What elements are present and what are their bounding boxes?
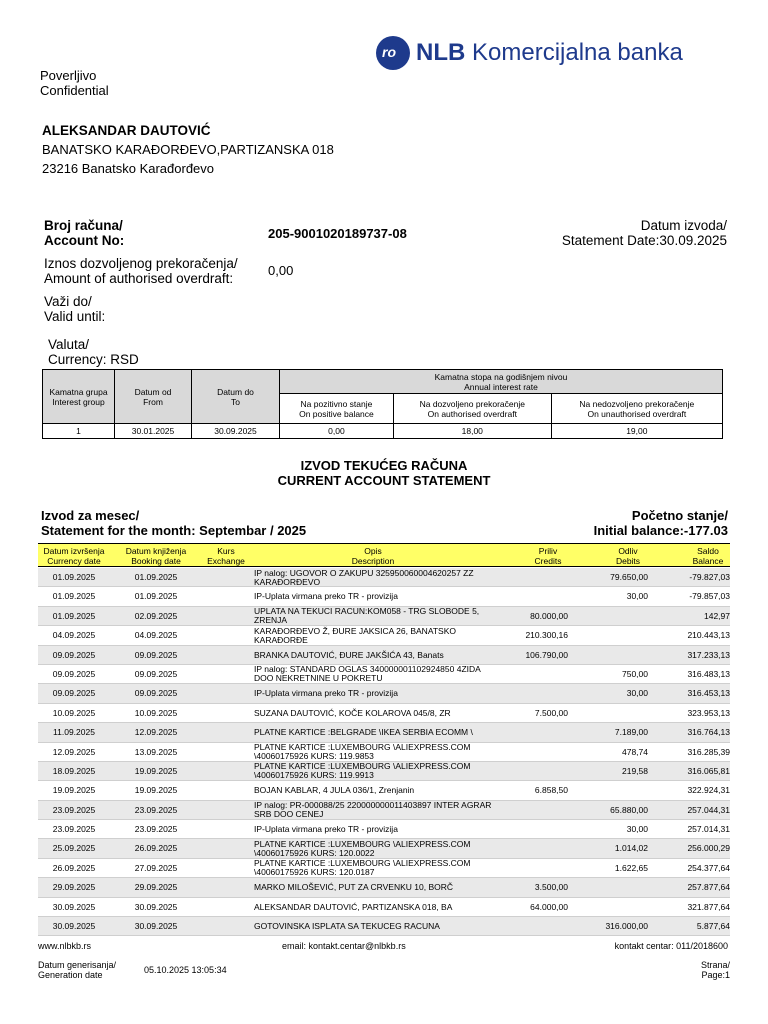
cell-description: PLATNE KARTICE :BELGRADE \IKEA SERBIA ECOMM \ (254, 727, 473, 738)
initial-balance: Početno stanje/ Initial balance:-177.03 (593, 508, 728, 538)
cell-description: ALEKSANDAR DAUTOVIĆ, PARTIZANSKA 018, BA (254, 901, 453, 912)
nlb-logo-icon: ro (376, 36, 410, 70)
cell-debits: 30,00 (626, 824, 648, 835)
rate-header-positive: Na pozitivno stanje On positive balance (280, 394, 394, 424)
cell-description: KARAĐORĐEVO Ž, ĐURE JAKSICA 26, BANATSKO KARAĐORĐE (254, 625, 457, 645)
cell-balance: -79.827,03 (689, 572, 730, 582)
rate-row (43, 424, 723, 439)
cell-credits (478, 684, 568, 703)
rate-header-unauthorised: Na nedozvoljeno prekoračenje On unauthorised overdraft (551, 394, 722, 424)
generation-date-label: Datum generisanja/ Generation date (38, 960, 117, 980)
cell-description: MARKO MILOŠEVIĆ, PUT ZA CRVENKU 10, BORČ (254, 882, 454, 893)
table-row (38, 626, 730, 645)
cell-booking-date: 26.09.2025 (134, 843, 178, 854)
cell-description: PLATNE KARTICE :LUXEMBOURG \ALIEXPRESS.COM \40060175926 KURS: 119.9913 (254, 761, 471, 781)
cell-booking-date: 23.09.2025 (134, 804, 178, 815)
cell-debits: 316.000,00 (605, 921, 648, 932)
cell-booking-date: 04.09.2025 (134, 630, 178, 641)
rate-cell-positive: 0,00 (280, 424, 394, 439)
cell-booking-date: 30.09.2025 (134, 921, 178, 932)
rate-header-to: Datum do To (192, 370, 280, 424)
interest-rate-table (42, 369, 723, 439)
cell-credits (478, 723, 568, 742)
cell-currency-date: 30.09.2025 (52, 921, 96, 932)
footer-contact: kontakt centar: 011/2018600 (614, 941, 728, 951)
account-number-label: Broj računa/ Account No: (44, 218, 125, 248)
table-row (38, 801, 730, 820)
cell-booking-date: 10.09.2025 (134, 707, 178, 718)
rate-cell-unauthorised: 19,00 (551, 424, 722, 439)
cell-debits (568, 898, 648, 917)
cell-credits (478, 839, 568, 858)
cell-description: BOJAN KABLAR, 4 JULA 036/1, Zrenjanin (254, 785, 415, 796)
cell-description: SUZANA DAUTOVIĆ, KOČE KOLAROVA 045/8, ZR (254, 707, 451, 718)
cell-balance: 5.877,64 (696, 921, 730, 932)
cell-description: BRANKA DAUTOVIĆ, ĐURE JAKŠIĆA 43, Banats (254, 649, 444, 660)
table-row (38, 898, 730, 917)
cell-currency-date: 11.09.2025 (53, 727, 95, 738)
cell-credits (478, 762, 568, 781)
rate-cell-group: 1 (43, 424, 115, 439)
statement-table-header (38, 543, 730, 567)
rate-cell-from: 30.01.2025 (115, 424, 192, 439)
cell-credits: 6.858,50 (534, 785, 568, 796)
cell-currency-date: 19.09.2025 (52, 785, 96, 796)
cell-credits (478, 587, 568, 606)
cell-booking-date: 01.09.2025 (134, 572, 178, 582)
cell-balance: -79.857,03 (689, 591, 730, 602)
cell-debits (568, 646, 648, 665)
cell-credits: 3.500,00 (534, 882, 568, 893)
cell-currency-date: 26.09.2025 (52, 862, 96, 873)
cell-booking-date: 13.09.2025 (134, 746, 178, 757)
cell-balance: 210.443,13 (687, 630, 730, 641)
col-description: Opis Description (351, 546, 395, 566)
cell-balance: 257.044,31 (687, 804, 730, 815)
cell-booking-date: 12.09.2025 (134, 727, 178, 738)
client-name: ALEKSANDAR DAUTOVIĆ (42, 123, 211, 138)
cell-currency-date: 01.09.2025 (52, 610, 96, 621)
table-row (38, 587, 730, 606)
cell-booking-date: 09.09.2025 (134, 688, 178, 699)
cell-currency-date: 18.09.2025 (52, 765, 96, 776)
cell-balance: 316.285,39 (687, 746, 730, 757)
cell-balance: 323.953,13 (687, 707, 730, 718)
cell-balance: 322.924,31 (687, 785, 730, 796)
confidential-label: Poverljivo Confidential (40, 68, 109, 98)
table-row (38, 781, 730, 800)
cell-balance: 316.065,81 (687, 765, 730, 776)
cell-debits: 79.650,00 (610, 572, 648, 582)
cell-debits: 219,58 (622, 765, 648, 776)
statement-date: Datum izvoda/ Statement Date:30.09.2025 (561, 218, 727, 248)
rate-cell-authorised: 18,00 (393, 424, 551, 439)
overdraft-value: 0,00 (268, 263, 294, 278)
cell-debits (568, 878, 648, 897)
cell-balance: 316.453,13 (687, 688, 730, 699)
cell-balance: 257.877,64 (687, 882, 730, 893)
cell-booking-date: 19.09.2025 (134, 765, 178, 776)
footer-email: email: kontakt.centar@nlbkb.rs (282, 941, 406, 951)
cell-booking-date: 19.09.2025 (134, 785, 178, 796)
cell-currency-date: 29.09.2025 (52, 882, 96, 893)
cell-currency-date: 30.09.2025 (52, 901, 96, 912)
col-exchange: Kurs Exchange (207, 546, 245, 566)
table-row (38, 839, 730, 858)
rate-header-annual: Kamatna stopa na godišnjem nivou Annual interest rate (280, 370, 723, 394)
cell-description: IP-Uplata virmana preko TR - provizija (254, 688, 398, 699)
table-row (38, 568, 730, 587)
cell-debits: 478,74 (622, 746, 648, 757)
cell-balance: 257.014,31 (687, 824, 730, 835)
cell-balance: 316.483,13 (687, 668, 730, 679)
col-debits: Odliv Debits (615, 546, 641, 566)
cell-currency-date: 25.09.2025 (52, 843, 96, 854)
overdraft-label: Iznos dozvoljenog prekoračenja/ Amount of authorised overdraft: (44, 256, 238, 286)
cell-debits: 65.880,00 (610, 804, 648, 815)
cell-currency-date: 01.09.2025 (52, 591, 96, 602)
cell-currency-date: 04.09.2025 (52, 630, 96, 641)
cell-description: IP nalog: PR-000088/25 220000000011403897 INTER AGRAR SRB DOO CENEJ (254, 800, 492, 820)
cell-booking-date: 29.09.2025 (134, 882, 178, 893)
cell-credits (478, 859, 568, 878)
cell-booking-date: 30.09.2025 (134, 901, 178, 912)
table-row (38, 859, 730, 878)
transactions-list (38, 568, 730, 936)
cell-description: IP-Uplata virmana preko TR - provizija (254, 824, 398, 835)
cell-credits (478, 568, 568, 587)
table-row (38, 878, 730, 897)
cell-debits: 1.622,65 (614, 862, 648, 873)
cell-description: PLATNE KARTICE :LUXEMBOURG \ALIEXPRESS.COM \40060175926 KURS: 120.0187 (254, 858, 471, 878)
cell-debits: 750,00 (622, 668, 648, 679)
cell-debits (568, 607, 648, 626)
cell-currency-date: 10.09.2025 (52, 707, 96, 718)
client-address-line2: 23216 Banatsko Karađorđevo (42, 161, 215, 176)
cell-description: GOTOVINSKA ISPLATA SA TEKUCEG RACUNA (254, 921, 440, 932)
cell-credits: 106.790,00 (525, 649, 568, 660)
cell-credits: 7.500,00 (534, 707, 568, 718)
page-number: Strana/ Page:1 (700, 960, 730, 980)
cell-description: UPLATA NA TEKUCI RACUN:KOM058 - TRG SLOBODE 5, ZRENJA (254, 606, 480, 626)
cell-credits: 64.000,00 (530, 901, 568, 912)
cell-balance: 321.877,64 (687, 901, 730, 912)
cell-balance: 316.764,13 (687, 727, 730, 738)
cell-debits: 7.189,00 (614, 727, 648, 738)
table-row (38, 607, 730, 626)
cell-booking-date: 09.09.2025 (134, 649, 178, 660)
cell-balance: 254.377,64 (687, 862, 730, 873)
cell-debits: 30,00 (626, 688, 648, 699)
cell-credits (478, 665, 568, 684)
account-number: 205-9001020189737-08 (268, 226, 407, 241)
table-row (38, 723, 730, 742)
cell-debits (568, 704, 648, 723)
cell-currency-date: 01.09.2025 (52, 572, 96, 582)
client-address-line1: BANATSKO KARAĐORĐEVO,PARTIZANSKA 018 (42, 142, 334, 157)
footer-website: www.nlbkb.rs (38, 941, 92, 951)
cell-debits (568, 781, 648, 800)
table-row (38, 665, 730, 684)
cell-booking-date: 09.09.2025 (134, 668, 178, 679)
table-row (38, 684, 730, 703)
rate-cell-to: 30.09.2025 (192, 424, 280, 439)
rate-header-from: Datum od From (115, 370, 192, 424)
cell-debits (568, 626, 648, 645)
rate-header-authorised: Na dozvoljeno prekoračenje On authorised overdraft (393, 394, 551, 424)
table-row (38, 820, 730, 839)
col-balance: Saldo Balance (692, 546, 724, 566)
cell-description: PLATNE KARTICE :LUXEMBOURG \ALIEXPRESS.COM \40060175926 KURS: 120.0022 (254, 838, 471, 858)
cell-currency-date: 09.09.2025 (52, 649, 96, 660)
cell-description: IP-Uplata virmana preko TR - provizija (254, 591, 398, 602)
bank-logo (376, 36, 683, 70)
cell-credits (478, 820, 568, 839)
table-row (38, 762, 730, 781)
cell-balance: 256.000,29 (687, 843, 730, 854)
cell-description: IP nalog: UGOVOR O ZAKUPU 325950060004620257 ZZ KARAĐORĐEVO (254, 567, 474, 587)
cell-booking-date: 27.09.2025 (134, 862, 178, 873)
cell-booking-date: 01.09.2025 (134, 591, 178, 602)
table-row (38, 646, 730, 665)
cell-debits: 1.014,02 (614, 843, 648, 854)
cell-balance: 317.233,13 (687, 649, 730, 660)
cell-currency-date: 23.09.2025 (52, 824, 96, 835)
cell-balance: 142,97 (704, 610, 730, 621)
statement-period: Izvod za mesec/ Statement for the month: Septembar / 2025 (41, 508, 307, 538)
cell-description: IP nalog: STANDARD OGLAS 340000001102924850 4ZIDA DOO NEKRETNINE U POKRETU (254, 664, 481, 684)
cell-currency-date: 23.09.2025 (52, 804, 96, 815)
rate-header-group: Kamatna grupa Interest group (43, 370, 115, 424)
table-row (38, 704, 730, 723)
cell-credits (478, 743, 568, 762)
valid-until-label: Važi do/ Valid until: (44, 294, 106, 324)
cell-debits: 30,00 (626, 591, 648, 602)
cell-description: PLATNE KARTICE :LUXEMBOURG \ALIEXPRESS.COM \40060175926 KURS: 119.9853 (254, 742, 471, 762)
currency-label: Valuta/ Currency: RSD (48, 337, 139, 367)
cell-credits (478, 917, 568, 936)
col-credits: Priliv Credits (534, 546, 562, 566)
cell-booking-date: 02.09.2025 (134, 610, 178, 621)
table-row (38, 917, 730, 936)
generation-date-value: 05.10.2025 13:05:34 (144, 965, 227, 975)
col-booking-date: Datum knjiženja Booking date (125, 546, 187, 566)
bank-name: NLB Komercijalna banka (416, 39, 683, 66)
table-row (38, 743, 730, 762)
cell-currency-date: 12.09.2025 (52, 746, 96, 757)
cell-currency-date: 09.09.2025 (52, 688, 96, 699)
statement-title: IZVOD TEKUĆEG RAČUNA CURRENT ACCOUNT STATEMENT (277, 458, 491, 488)
cell-credits: 80.000,00 (530, 610, 568, 621)
cell-credits (478, 801, 568, 820)
col-currency-date: Datum izvršenja Currency date (43, 546, 105, 566)
cell-booking-date: 23.09.2025 (134, 824, 178, 835)
cell-currency-date: 09.09.2025 (52, 668, 96, 679)
cell-credits: 210.300,16 (525, 630, 568, 641)
